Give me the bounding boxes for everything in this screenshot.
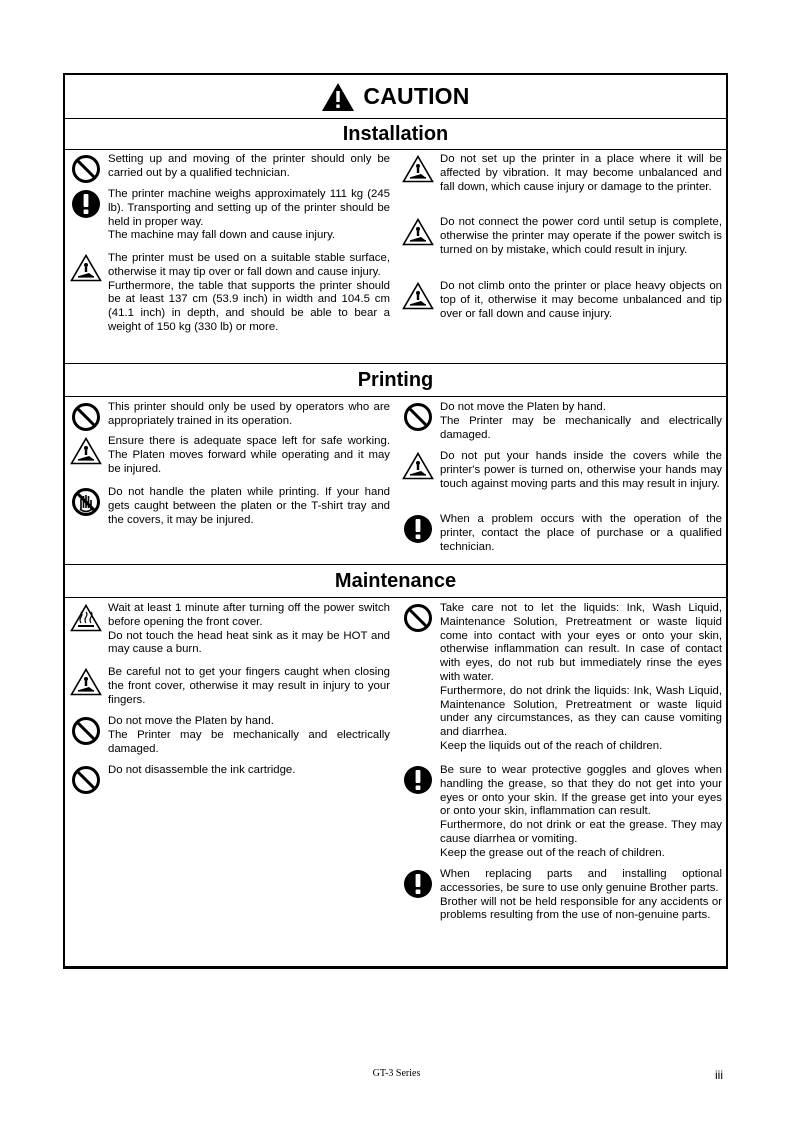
caution-box (63, 73, 728, 969)
mandatory-icon (70, 188, 102, 220)
caution-paragraph: Ensure there is adequate space left for safe working. The Platen moves forward while operating and it may be injured. (108, 435, 390, 475)
caution-item (70, 666, 390, 707)
caution-item-text (440, 513, 722, 554)
caution-item (402, 280, 722, 321)
caution-item-text (108, 764, 295, 778)
caution-item-text (108, 435, 390, 476)
warning-triangle-icon (402, 216, 434, 248)
prohibition-icon (70, 401, 102, 433)
caution-paragraph: This printer should only be used by operators who are appropriately trained in its operation. (108, 401, 390, 427)
caution-item (70, 715, 390, 756)
caution-item-text (440, 401, 722, 442)
caution-paragraph: Furthermore, do not drink the liquids: Ink, Wash Liquid, Maintenance Solution, Pretreatment or waste liquid under any circumstances, as they can cause vomiting and diarrhea. (440, 684, 722, 739)
caution-paragraph: Setting up and moving of the printer should only be carried out by a qualified technician. (108, 153, 390, 179)
caution-item-text (108, 153, 390, 181)
hot-surface-icon (70, 602, 102, 634)
caution-item (70, 486, 390, 527)
caution-paragraph: The printer must be used on a suitable stable surface, otherwise it may tip over or fall down and cause injury. (108, 252, 390, 278)
caution-item-text (108, 188, 390, 243)
warning-triangle-icon (402, 280, 434, 312)
warning-triangle-icon (402, 450, 434, 482)
caution-paragraph: Do not move the Platen by hand. (440, 401, 606, 413)
footer-series: GT-3 Series (372, 1068, 421, 1079)
caution-paragraph: Do not disassemble the ink cartridge. (108, 764, 296, 776)
caution-paragraph: When a problem occurs with the operation of the printer, contact the place of purchase or a qualified technician. (440, 513, 722, 553)
mandatory-icon (402, 513, 434, 545)
caution-item-text (440, 280, 722, 321)
caution-paragraph: Keep the liquids out of the reach of children. (440, 739, 663, 752)
caution-paragraph: Brother will not be held responsible for any accidents or problems resulting from the use of non-genuine parts. (440, 895, 722, 922)
caution-paragraph: Do not move the Platen by hand. (108, 715, 274, 727)
warning-triangle-icon (402, 153, 434, 185)
caution-item-text (440, 868, 722, 923)
caution-paragraph: The Printer may be mechanically and electrically damaged. (108, 728, 390, 755)
caution-paragraph: Take care not to let the liquids: Ink, Wash Liquid, Maintenance Solution, Pretreatment or waste liquid come into contact with your eyes or onto your skin, otherwise inflammation can result. In case of contact with eyes, do not rub but immediately rinse the eyes with water. (440, 602, 722, 683)
caution-item-text (440, 153, 722, 194)
prohibition-icon (70, 153, 102, 185)
caution-item (402, 513, 722, 554)
caution-item-text (108, 486, 390, 527)
caution-paragraph: When replacing parts and installing optional accessories, be sure to use only genuine Brother parts. (440, 868, 722, 894)
caution-paragraph: The printer machine weighs approximately 111 kg (245 lb). Transporting and setting up of the printer should be held in proper way. (108, 188, 390, 228)
caution-paragraph: The machine may fall down and cause injury. (108, 229, 336, 242)
caution-item-text (440, 216, 722, 257)
prohibition-icon (70, 715, 102, 747)
caution-item (70, 252, 390, 335)
section-title-installation: Installation (342, 122, 449, 145)
prohibition-icon (70, 764, 102, 796)
caution-item-text (108, 666, 390, 707)
caution-item-text (440, 602, 722, 754)
caution-item-text (440, 450, 722, 491)
caution-paragraph: Furthermore, do not drink or eat the grease. They may cause diarrhea or vomiting. (440, 819, 722, 845)
warning-triangle-icon (70, 252, 102, 284)
caution-item (402, 868, 722, 923)
caution-paragraph: Be sure to wear protective goggles and gloves when handling the grease, so that they do not get into your eyes or onto your skin. If the grease get into your eyes or onto your skin, inflammation can result. (440, 764, 722, 818)
caution-item (402, 602, 722, 754)
caution-item (70, 188, 390, 243)
prohibition-icon (402, 401, 434, 433)
no-touch-icon (70, 486, 102, 518)
caution-title: CAUTION (363, 83, 470, 109)
caution-item (402, 450, 722, 491)
mandatory-icon (402, 764, 434, 796)
section-title-printing: Printing (357, 368, 434, 391)
caution-triangle-icon (321, 82, 355, 112)
caution-paragraph: Do not set up the printer in a place where it will be affected by vibration. It may become unbalanced and fall down, which cause injury or damage to the printer. (440, 153, 722, 193)
caution-item-text (440, 764, 722, 861)
caution-item (402, 153, 722, 194)
warning-triangle-icon (70, 435, 102, 467)
caution-item-text (108, 715, 390, 756)
caution-paragraph: Do not handle the platen while printing. If your hand gets caught between the platen or the T-shirt tray and the covers, it may be injured. (108, 486, 390, 526)
caution-item (402, 216, 722, 257)
caution-item-text (108, 401, 390, 429)
caution-item (402, 401, 722, 442)
caution-paragraph: Furthermore, the table that supports the printer should be at least 137 cm (53.9 inch) in width and 104.5 cm (41.1 inch) in depth, and should be able to bear a weight of 150 kg (330 lb) or more. (108, 279, 390, 333)
section-title-maintenance: Maintenance (334, 569, 457, 592)
caution-item (70, 153, 390, 185)
caution-item (70, 401, 390, 433)
warning-triangle-icon (70, 666, 102, 698)
caution-paragraph: Do not touch the head heat sink as it may be HOT and may cause a burn. (108, 629, 390, 656)
caution-item-text (108, 252, 390, 335)
caution-paragraph: Do not put your hands inside the covers while the printer's power is turned on, otherwise your hands may touch against moving parts and this may result in injury. (440, 450, 722, 490)
caution-paragraph: Be careful not to get your fingers caught when closing the front cover, otherwise it may result in injury to your fingers. (108, 666, 390, 706)
caution-paragraph: Keep the grease out of the reach of children. (440, 846, 665, 859)
caution-item (70, 602, 390, 657)
caution-item (70, 435, 390, 476)
caution-paragraph: Do not connect the power cord until setup is complete, otherwise the printer may operate if the power switch is turned on by mistake, which could result in injury. (440, 216, 722, 256)
caution-item (402, 764, 722, 861)
caution-header (65, 75, 726, 118)
prohibition-icon (402, 602, 434, 634)
caution-item-text (108, 602, 390, 657)
caution-paragraph: Do not climb onto the printer or place heavy objects on top of it, otherwise it may become unbalanced and tip over or fall down and cause injury. (440, 280, 722, 320)
page-number: iii (715, 1068, 723, 1082)
caution-paragraph: The Printer may be mechanically and electrically damaged. (440, 414, 722, 441)
caution-item (70, 764, 390, 796)
caution-paragraph: Wait at least 1 minute after turning off the power switch before opening the front cover. (108, 602, 390, 628)
mandatory-icon (402, 868, 434, 900)
